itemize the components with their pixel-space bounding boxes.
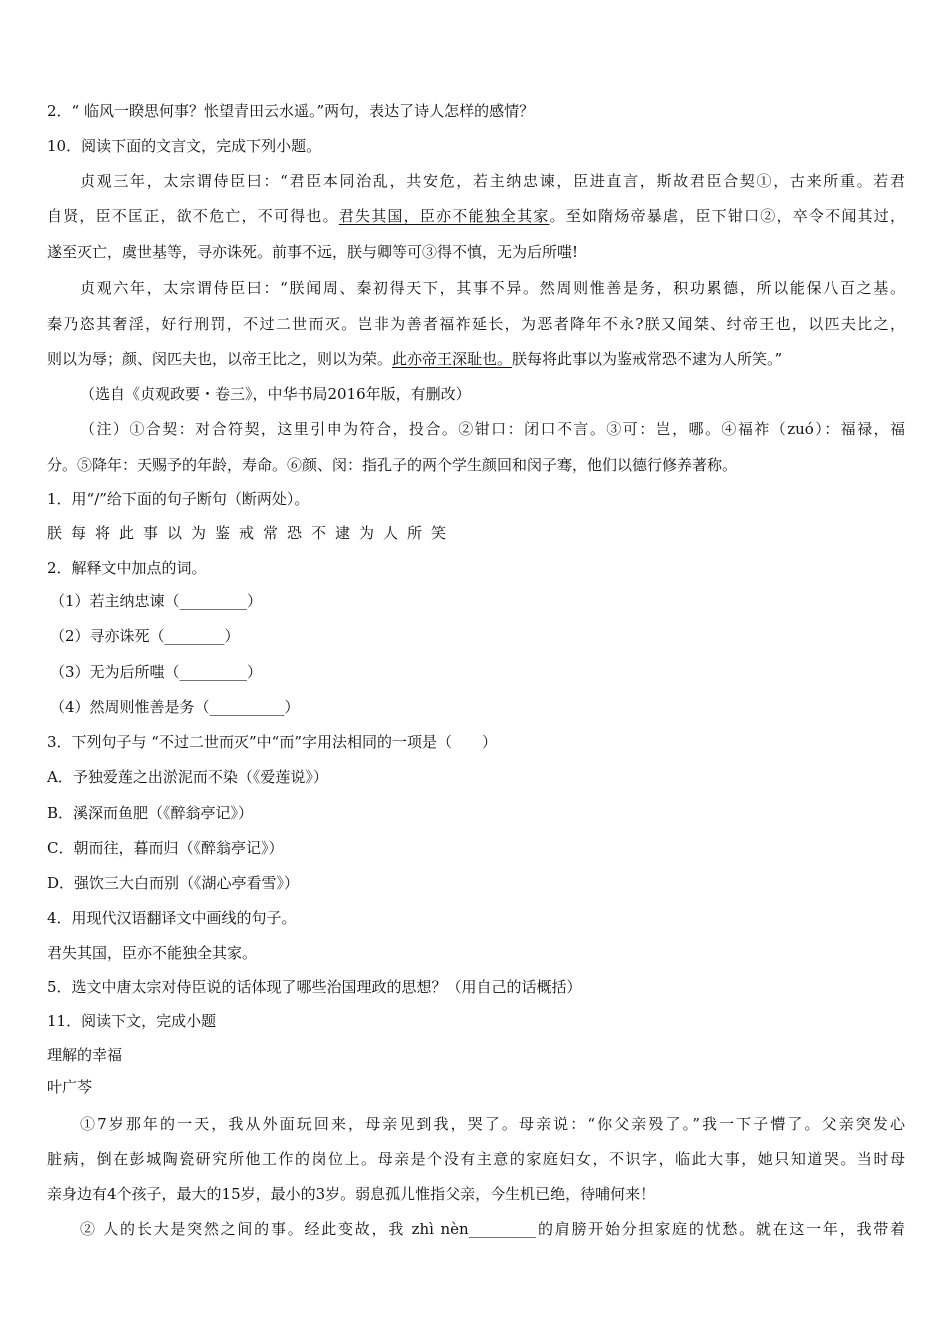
passage-p1-line: 遂至灭亡，虞世基等，寻亦诛死。前事不远，朕与卿等可③得不慎，无为后所嗤! bbox=[47, 243, 579, 261]
passage-p2-line: 秦乃恣其奢淫，好行刑罚，不过二世而灭。岂非为善者福祚延长，为恶者降年不永?朕又闻桀、纣帝王也，以匹夫比之， bbox=[47, 315, 905, 333]
blank-item[interactable]: （2）寻亦诛死（________） bbox=[50, 627, 240, 645]
underlined-sentence: 君失其国，臣亦不能独全其家 bbox=[338, 207, 550, 225]
article-title: 理解的幸福 bbox=[47, 1046, 123, 1064]
blank-item[interactable]: （3）无为后所嗤（_________） bbox=[50, 663, 263, 681]
underlined-sentence: 此亦帝王深耻也。 bbox=[392, 350, 513, 368]
option-a[interactable]: A．予独爱莲之出淤泥而不染（《爱莲说》） bbox=[47, 768, 328, 786]
option-c[interactable]: C．朝而往，暮而归（《醉翁亭记》） bbox=[47, 839, 284, 857]
blank-item[interactable]: （4）然周则惟善是务（__________） bbox=[50, 698, 300, 716]
sub-question-2: 2．解释文中加点的词。 bbox=[47, 559, 207, 577]
punctuation-sentence: 朕每将此事以为鉴戒常恐不逮为人所笑 bbox=[47, 524, 456, 542]
option-b[interactable]: B．溪深而鱼肥（《醉翁亭记》） bbox=[47, 804, 254, 822]
article-p1-line: ①7岁那年的一天，我从外面玩回来，母亲见到我，哭了。母亲说：“你父亲殁了。”我一下子懵了。父亲突发心 bbox=[80, 1115, 905, 1133]
passage-p2-line bbox=[47, 348, 782, 370]
sub-question-3: 3．下列句子与 “不过二世而灭”中“而”字用法相同的一项是（ ） bbox=[47, 733, 497, 751]
blank-item[interactable]: （1）若主纳忠谏（_________） bbox=[50, 592, 263, 610]
text: 。至如隋炀帝暴虐，臣下钳口②，卒令不闻其过， bbox=[549, 207, 905, 225]
text: 则以为辱；颜、闵匹夫也，以帝王比之，则以为荣。 bbox=[47, 350, 393, 368]
sub-question-5: 5．选文中唐太宗对侍臣说的话体现了哪些治国理政的思想？（用自己的话概括） bbox=[47, 978, 582, 996]
question-11-title: 11．阅读下文，完成小题 bbox=[47, 1012, 217, 1030]
passage-p1-line bbox=[47, 205, 905, 227]
article-p2-line: ② 人的长大是突然之间的事。经此变故，我 zhì nèn_________的肩膀开始分担家庭的忧愁。就在这一年，我带着 bbox=[80, 1220, 905, 1238]
passage-p1-line: 贞观三年，太宗谓侍臣曰：“君臣本同治乱，共安危，若主纳忠谏，臣进直言，斯故君臣合契①，古来所重。若君 bbox=[80, 172, 905, 190]
sub-question-4: 4．用现代汉语翻译文中画线的句子。 bbox=[47, 909, 297, 927]
article-p1-line: 亲身边有4个孩子，最大的15岁，最小的3岁。弱息孤儿惟指父亲，今生机已绝，待哺何来！ bbox=[47, 1185, 656, 1203]
annotation-line: （注）①合契：对合符契，这里引申为符合，投合。②钳口：闭口不言。③可：岂，哪。④福祚（zuó）：福禄，福 bbox=[80, 420, 905, 438]
question-9-2: 2．“ 临风一睽思何事？怅望青田云水遥。”两句，表达了诗人怎样的感情？ bbox=[47, 102, 535, 120]
article-author: 叶广芩 bbox=[47, 1078, 93, 1096]
article-p1-line: 脏病，倒在彭城陶瓷研究所他工作的岗位上。母亲是个没有主意的家庭妇女，不识字，临此大事，她只知道哭。当时母 bbox=[47, 1150, 905, 1168]
sub-question-1: 1．用“/”给下面的句子断句（断两处）。 bbox=[47, 490, 310, 508]
passage-p2-line: 贞观六年，太宗谓侍臣曰：“朕闻周、秦初得天下，其事不异。然周则惟善是务，积功累德，所以能保八百之基。 bbox=[80, 279, 905, 297]
question-10-title: 10．阅读下面的文言文，完成下列小题。 bbox=[47, 137, 322, 155]
translate-sentence: 君失其国，臣亦不能独全其家。 bbox=[47, 944, 258, 962]
text: 自贤，臣不匡正，欲不危亡，不可得也。 bbox=[47, 207, 339, 225]
annotation-line: 分。⑤降年：天赐予的年龄，寿命。⑥颜、闵：指孔子的两个学生颜回和闵子骞，他们以德行修养著称。 bbox=[47, 456, 738, 474]
text: 朕每将此事以为鉴戒常恐不逮为人所笑。” bbox=[512, 350, 783, 368]
source-note: （选自《贞观政要・卷三》，中华书局2016年版，有删改） bbox=[80, 385, 471, 403]
option-d[interactable]: D．强饮三大白而别（《湖心亭看雪》） bbox=[47, 874, 300, 892]
